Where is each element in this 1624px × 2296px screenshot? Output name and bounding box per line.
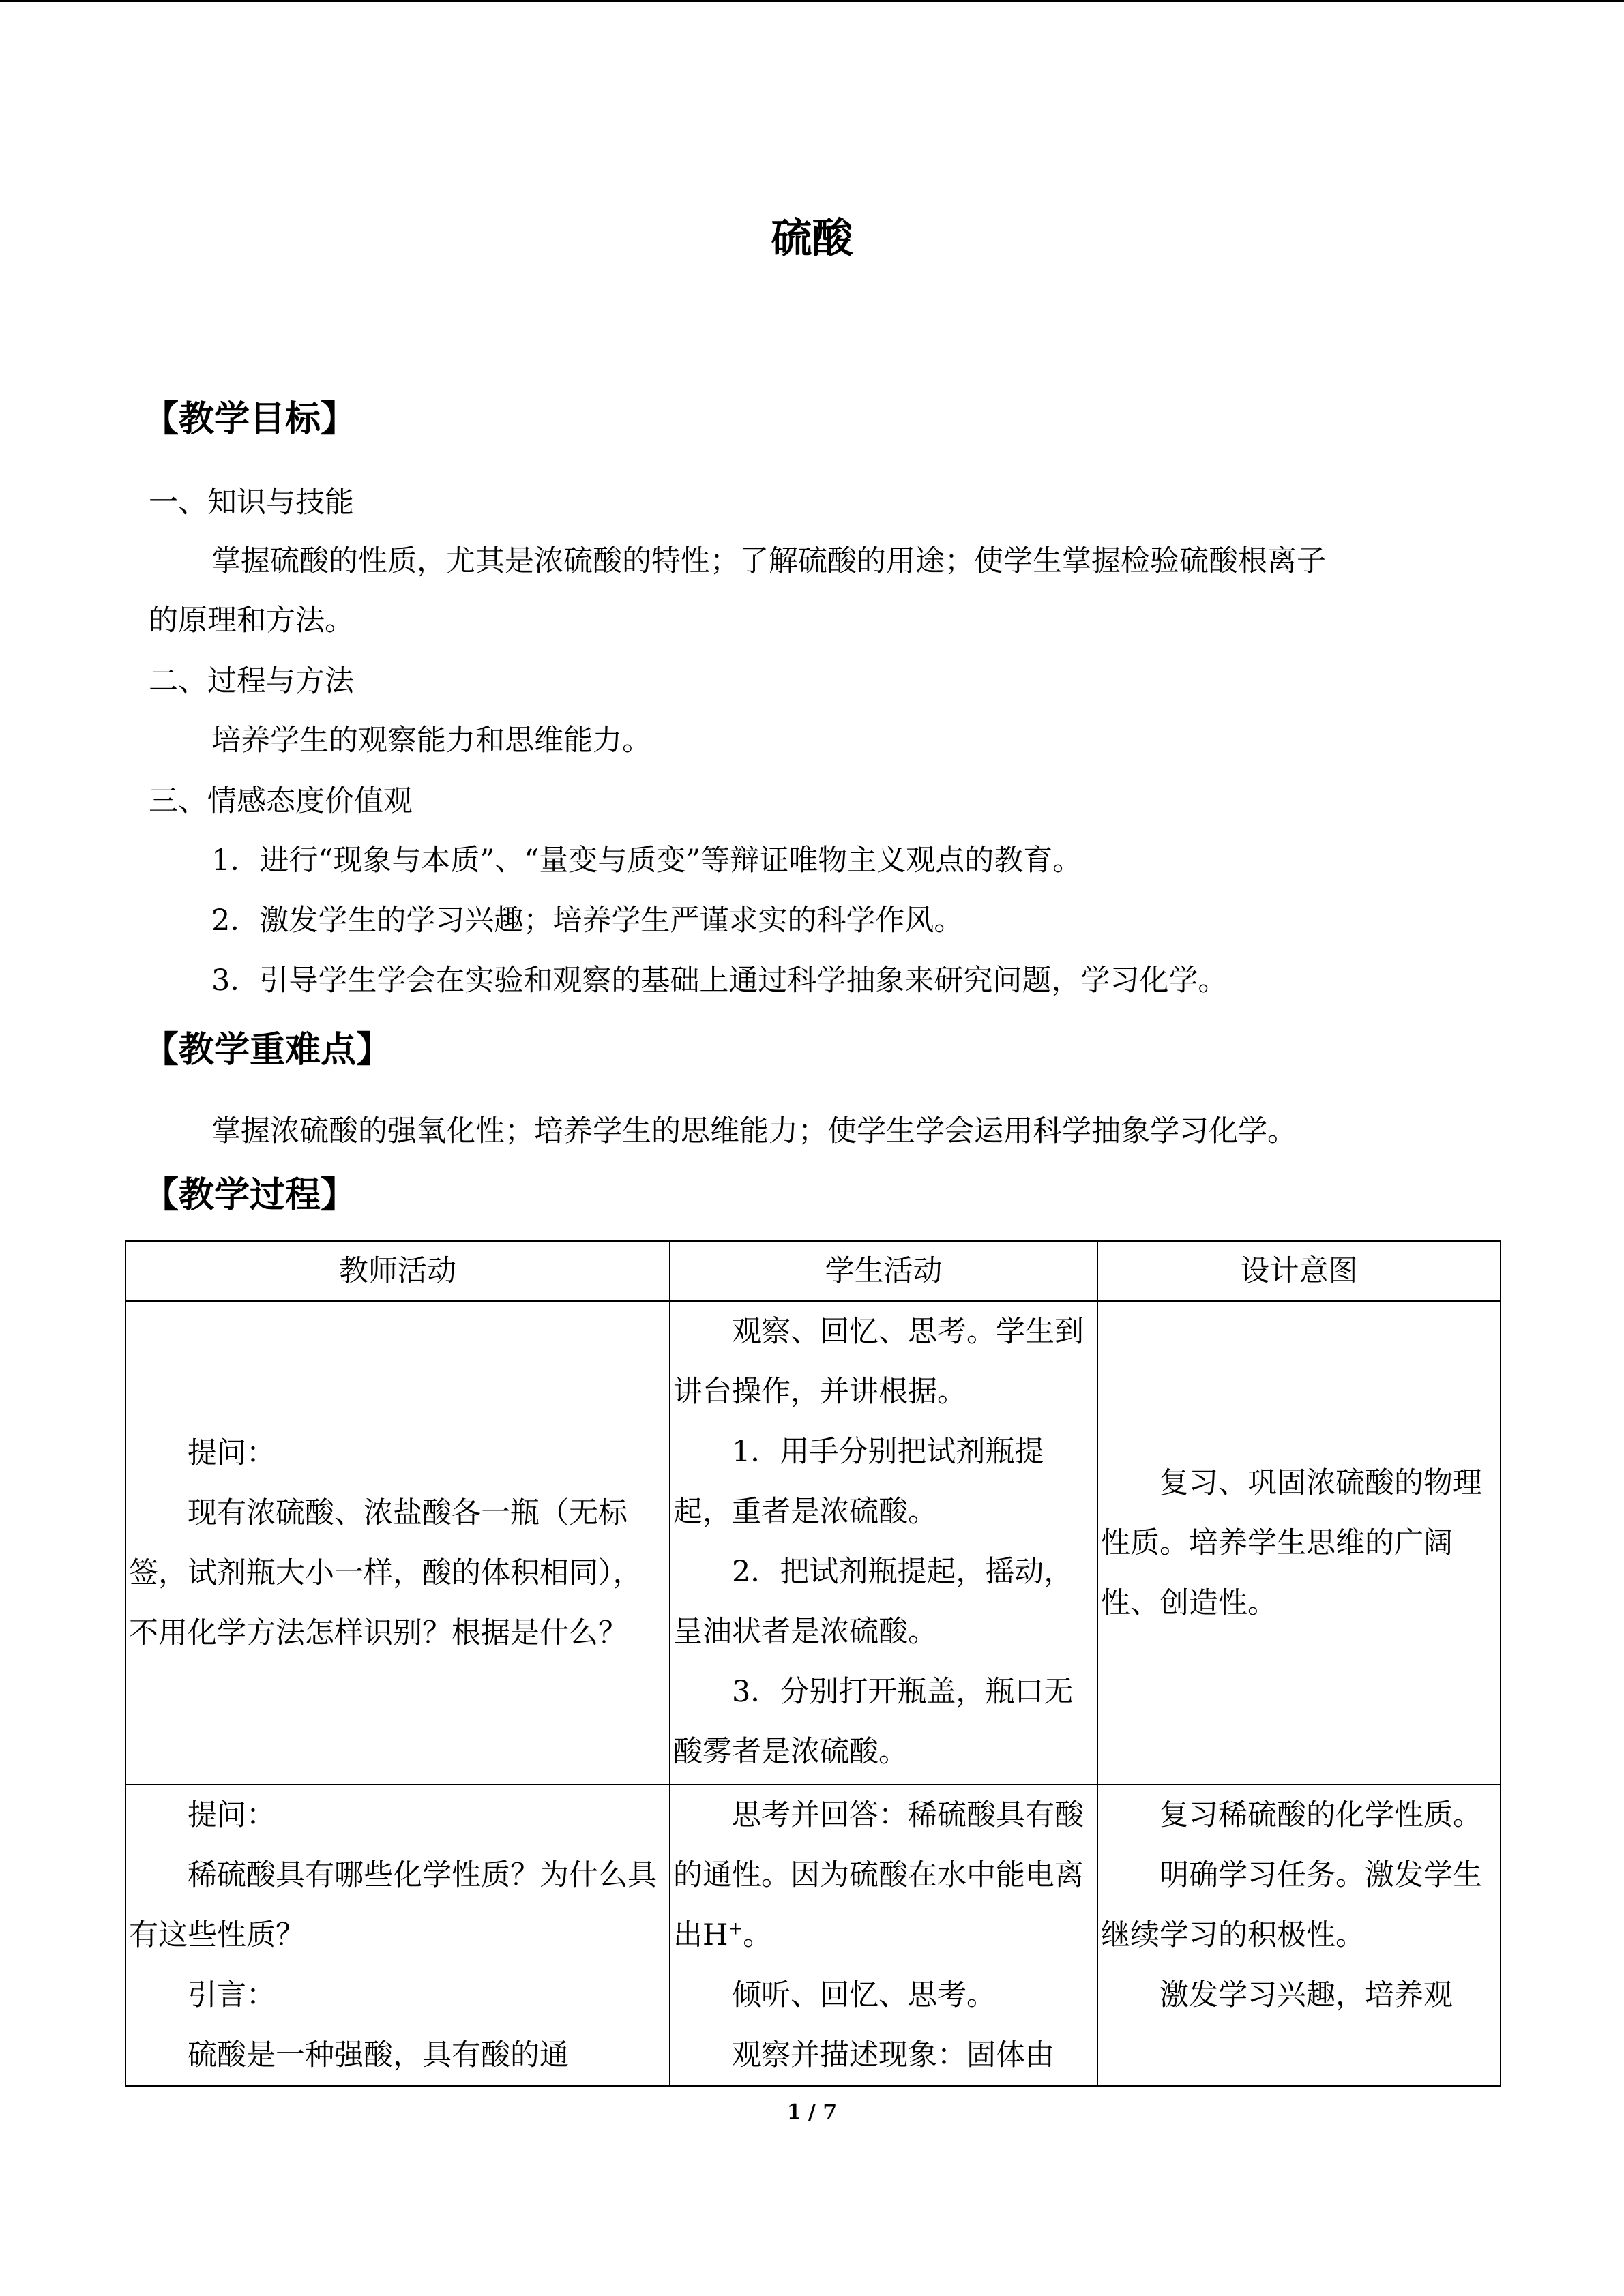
attitude-item-2: 2．激发学生的学习兴趣；培养学生严谨求实的科学作风。 (211, 904, 964, 938)
page-top-border (0, 0, 1624, 2)
keypoints-heading: 【教学重难点】 (143, 1030, 392, 1071)
process-heading: 【教学过程】 (143, 1175, 357, 1216)
objectives-heading: 【教学目标】 (143, 399, 357, 440)
row2-student-p1-end: 。 (743, 1918, 773, 1952)
row2-teacher-text2: 硫酸是一种强酸，具有酸的通 (188, 2038, 569, 2072)
row1-intent-cell (1097, 1301, 1501, 1785)
row2-intent-p3: 激发学习兴趣，培养观 (1160, 1978, 1453, 2012)
table-row (126, 1785, 1501, 2086)
row2-student-p3: 观察并描述现象：固体由 (732, 2038, 1054, 2072)
row1-student-p1: 观察、回忆、思考。学生到讲台操作，并讲根据。 (673, 1315, 1084, 1409)
row2-intent-p1: 复习稀硫酸的化学性质。 (1160, 1798, 1482, 1832)
row2-student-cell (670, 1785, 1097, 2086)
knowledge-skills-title: 一、知识与技能 (149, 486, 354, 520)
keypoints-text: 掌握浓硫酸的强氧化性；培养学生的思维能力；使学生学会运用科学抽象学习化学。 (211, 1114, 1297, 1148)
row1-student-p3: 2．把试剂瓶提起，摇动，呈油状者是浓硫酸。 (673, 1555, 1074, 1649)
row2-student-p2: 倾听、回忆、思考。 (732, 1978, 996, 2012)
header-student-activity: 学生活动 (670, 1241, 1097, 1301)
table-header-row (126, 1241, 1501, 1301)
row1-intent-text: 复习、巩固浓硫酸的物理性质。培养学生思维的广阔性、创造性。 (1101, 1465, 1482, 1620)
row2-teacher-label2: 引言： (188, 1978, 276, 2012)
row1-student-p4: 3．分别打开瓶盖，瓶口无酸雾者是浓硫酸。 (673, 1675, 1074, 1769)
row2-teacher-label1: 提问： (188, 1798, 276, 1832)
row2-teacher-cell (126, 1785, 670, 2086)
process-method-text: 培养学生的观察能力和思维能力。 (211, 724, 651, 758)
row2-teacher-text1: 稀硫酸具有哪些化学性质？为什么具有这些性质？ (129, 1858, 657, 1952)
table-row (126, 1301, 1501, 1785)
knowledge-skills-text-line1: 掌握硫酸的性质，尤其是浓硫酸的特性；了解硫酸的用途；使学生掌握检验硫酸根离子 (211, 544, 1326, 578)
process-method-title: 二、过程与方法 (149, 664, 354, 698)
row2-student-p1 (673, 1785, 1094, 1965)
row1-student-cell (670, 1301, 1097, 1785)
page-number: 1 / 7 (786, 2100, 838, 2124)
row2-student-ion: H (703, 1918, 728, 1952)
knowledge-skills-text-line2: 的原理和方法。 (149, 603, 354, 638)
row2-student-p1-text: 思考并回答：稀硫酸具有酸的通性。因为硫酸在水中能电离出 (673, 1798, 1084, 1952)
row1-teacher-text: 现有浓硫酸、浓盐酸各一瓶（无标签，试剂瓶大小一样，酸的体积相同），不用化学方法怎样识别？根据是什么？ (129, 1495, 643, 1650)
header-design-intent: 设计意图 (1097, 1241, 1501, 1301)
row1-student-p2: 1．用手分别把试剂瓶提起，重者是浓硫酸。 (673, 1435, 1044, 1529)
attitude-item-3: 3．引导学生学会在实验和观察的基础上通过科学抽象来研究问题，学习化学。 (211, 964, 1228, 998)
attitude-item-1: 1．进行“现象与本质”、“量变与质变”等辩证唯物主义观点的教育。 (211, 844, 1082, 878)
row2-intent-p2: 明确学习任务。激发学生继续学习的积极性。 (1101, 1858, 1482, 1952)
header-teacher-activity: 教师活动 (126, 1241, 670, 1301)
teaching-process-table (125, 1240, 1501, 2087)
row2-student-ion-charge: + (728, 1918, 743, 1939)
page-title: 硫酸 (771, 215, 853, 263)
row2-intent-cell (1097, 1785, 1501, 2086)
row1-teacher-cell (126, 1301, 670, 1785)
attitude-values-title: 三、情感态度价值观 (149, 784, 413, 818)
row1-teacher-label: 提问： (188, 1435, 276, 1470)
